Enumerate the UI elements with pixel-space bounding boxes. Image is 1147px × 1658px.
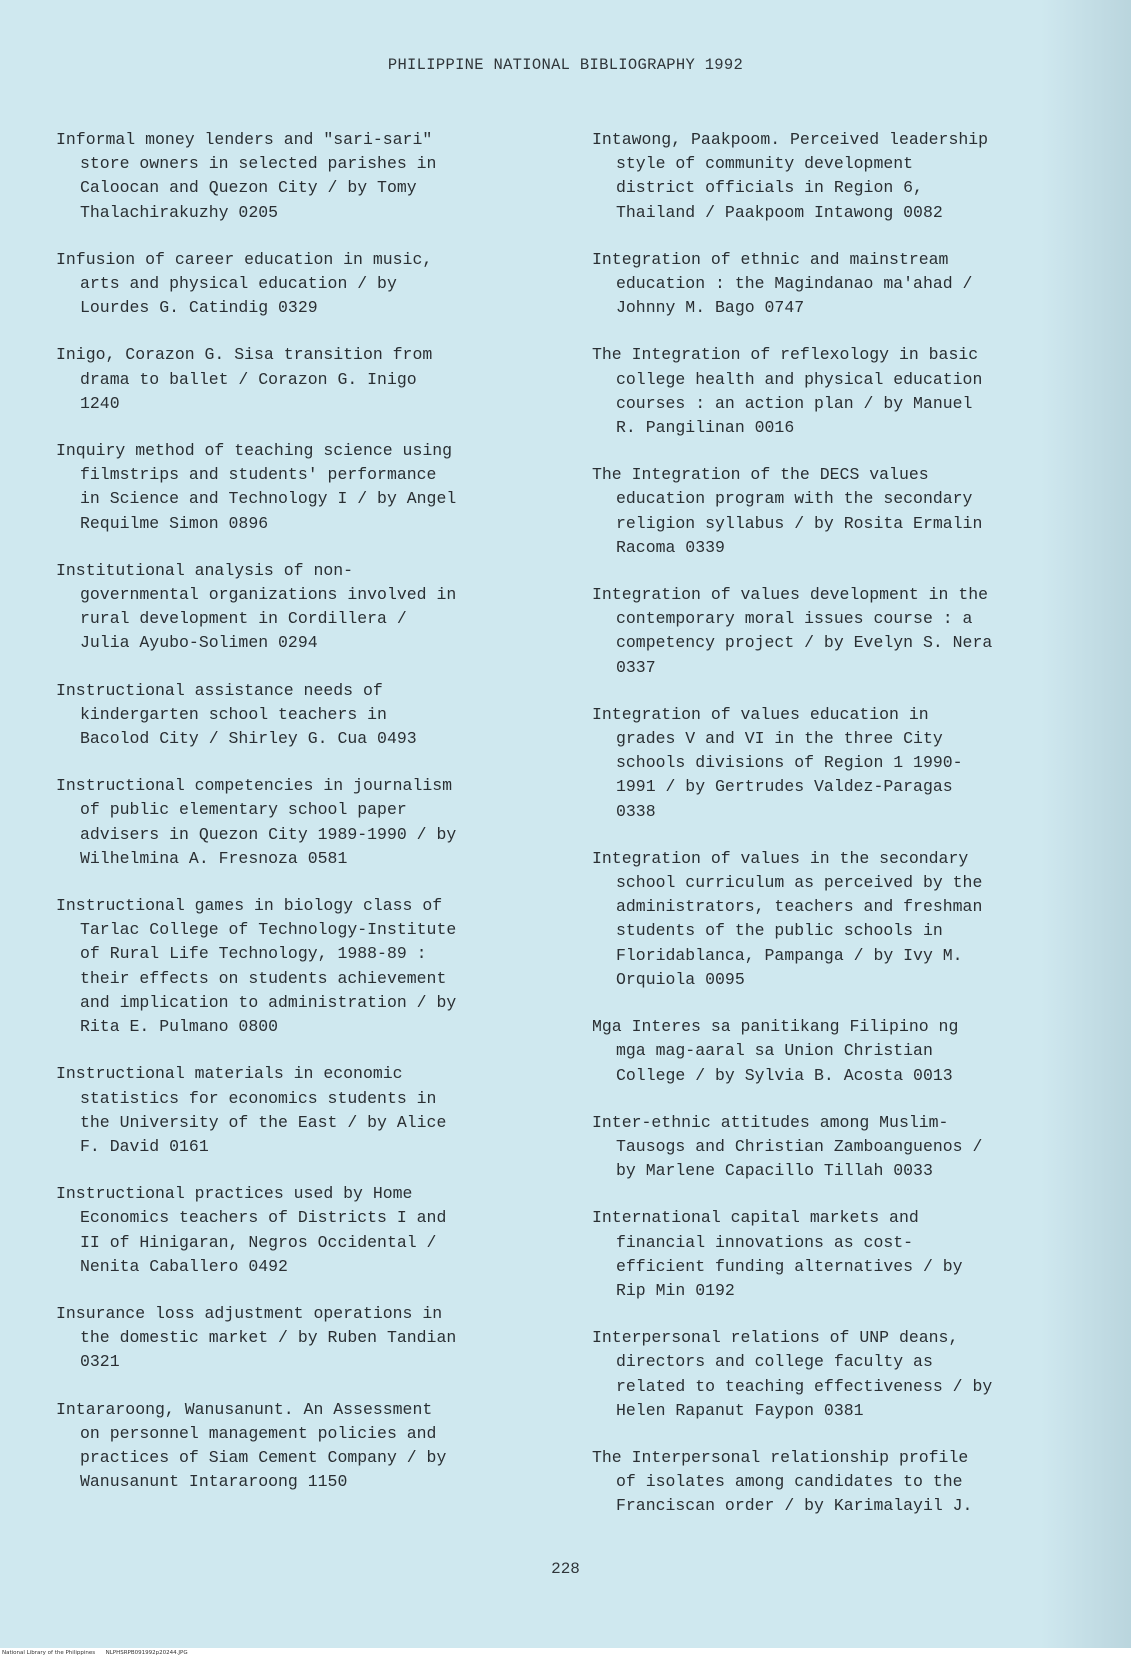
bibliography-entry: Instructional materials in economic statistics for economics students in the University of the East / by Alice F. David 0161 [56,1064,447,1156]
bibliography-entry: Integration of values education in grades V and VI in the three City schools divisions of Region 1 1990- 1991 / by Gertrudes Valdez-Paragas 0338 [592,704,963,821]
bibliography-entry: Instructional games in biology class of Tarlac College of Technology-Institute of Rural Life Technology, 1988-89 : their effects on students achievement and implication to administration / by Rita E. Pulmano 0800 [56,896,457,1037]
bibliography-entry: Infusion of career education in music, arts and physical education / by Lourdes G. Catindig 0329 [56,249,433,318]
bibliography-entry: Instructional competencies in journalism of public elementary school paper advisers in Quezon City 1989-1990 / by Wilhelmina A. Fresnoza 0581 [56,776,457,868]
bibliography-entry: Interpersonal relations of UNP deans, directors and college faculty as related to teaching effectiveness / by Helen Rapanut Faypon 0381 [592,1328,993,1420]
bibliography-entry: Instructional assistance needs of kindergarten school teachers in Bacolod City / Shirley G. Cua 0493 [56,680,417,749]
bibliography-entry: Integration of ethnic and mainstream education : the Magindanao ma'ahad / Johnny M. Bago 0747 [592,249,973,318]
bibliography-entry: The Interpersonal relationship profile of isolates among candidates to the Franciscan order / by Karimalayil J. [592,1447,973,1516]
bibliography-entry: Integration of values in the secondary school curriculum as perceived by the administrators, teachers and freshman students of the public schools in Floridablanca, Pampanga / by Ivy M. Orquiola 0095 [592,848,983,989]
footer-library: National Library of the Philippines NLPHSRPB091992p20244.JPG [2,1650,188,1656]
bibliography-entry: Insurance loss adjustment operations in the domestic market / by Ruben Tandian 0321 [56,1303,457,1372]
bibliography-entry: Integration of values development in the contemporary moral issues course : a competency project / by Evelyn S. Nera 0337 [592,585,993,677]
page-number: 228 [551,1560,580,1578]
bibliography-entry: Inigo, Corazon G. Sisa transition from drama to ballet / Corazon G. Inigo 1240 [56,345,433,413]
bibliography-entry: Institutional analysis of non- governmental organizations involved in rural development in Cordillera / Julia Ayubo-Solimen 0294 [56,560,457,653]
left-column [56,128,556,1494]
bibliography-entry: Inter-ethnic attitudes among Muslim- Tausogs and Christian Zamboanguenos / by Marlene Capacillo Tillah 0033 [592,1112,983,1181]
bibliography-entry: The Integration of reflexology in basic college health and physical education courses : an action plan / by Manuel R. Pangilinan 0016 [592,345,983,438]
bibliography-entry: International capital markets and financial innovations as cost- efficient funding alternatives / by Rip Min 0192 [592,1208,963,1300]
bibliography-entry: Inquiry method of teaching science using filmstrips and students' performance in Science and Technology I / by Angel Requilme Simon 0896 [56,441,457,533]
bibliography-entry: Instructional practices used by Home Economics teachers of Districts I and II of Hinigaran, Negros Occidental / Nenita Caballero 0492 [56,1184,447,1276]
running-header: PHILIPPINE NATIONAL BIBLIOGRAPHY 1992 [387,56,744,74]
bibliography-entry: Mga Interes sa panitikang Filipino ng mga mag-aaral sa Union Christian College / by Sylvia B. Acosta 0013 [592,1017,959,1085]
bibliography-entry: Informal money lenders and "sari-sari" store owners in selected parishes in Caloocan and Quezon City / by Tomy Thalachirakuzhy 0205 [56,130,437,222]
scan-footer [0,1648,1147,1658]
footer-filename: NLPHSRPB091992p20244.JPG [105,1650,188,1656]
bibliography-entry: Intararoong, Wanusanunt. An Assessment on personnel management policies and practices of Siam Cement Company / by Wanusanunt Intararoong 1150 [56,1399,447,1492]
right-column [592,128,1092,1519]
bibliography-entry: The Integration of the DECS values education program with the secondary religion syllabus / by Rosita Ermalin Racoma 0339 [592,465,983,557]
bibliography-entry: Intawong, Paakpoom. Perceived leadership style of community development district officials in Region 6, Thailand / Paakpoom Intawong 0082 [592,130,989,222]
